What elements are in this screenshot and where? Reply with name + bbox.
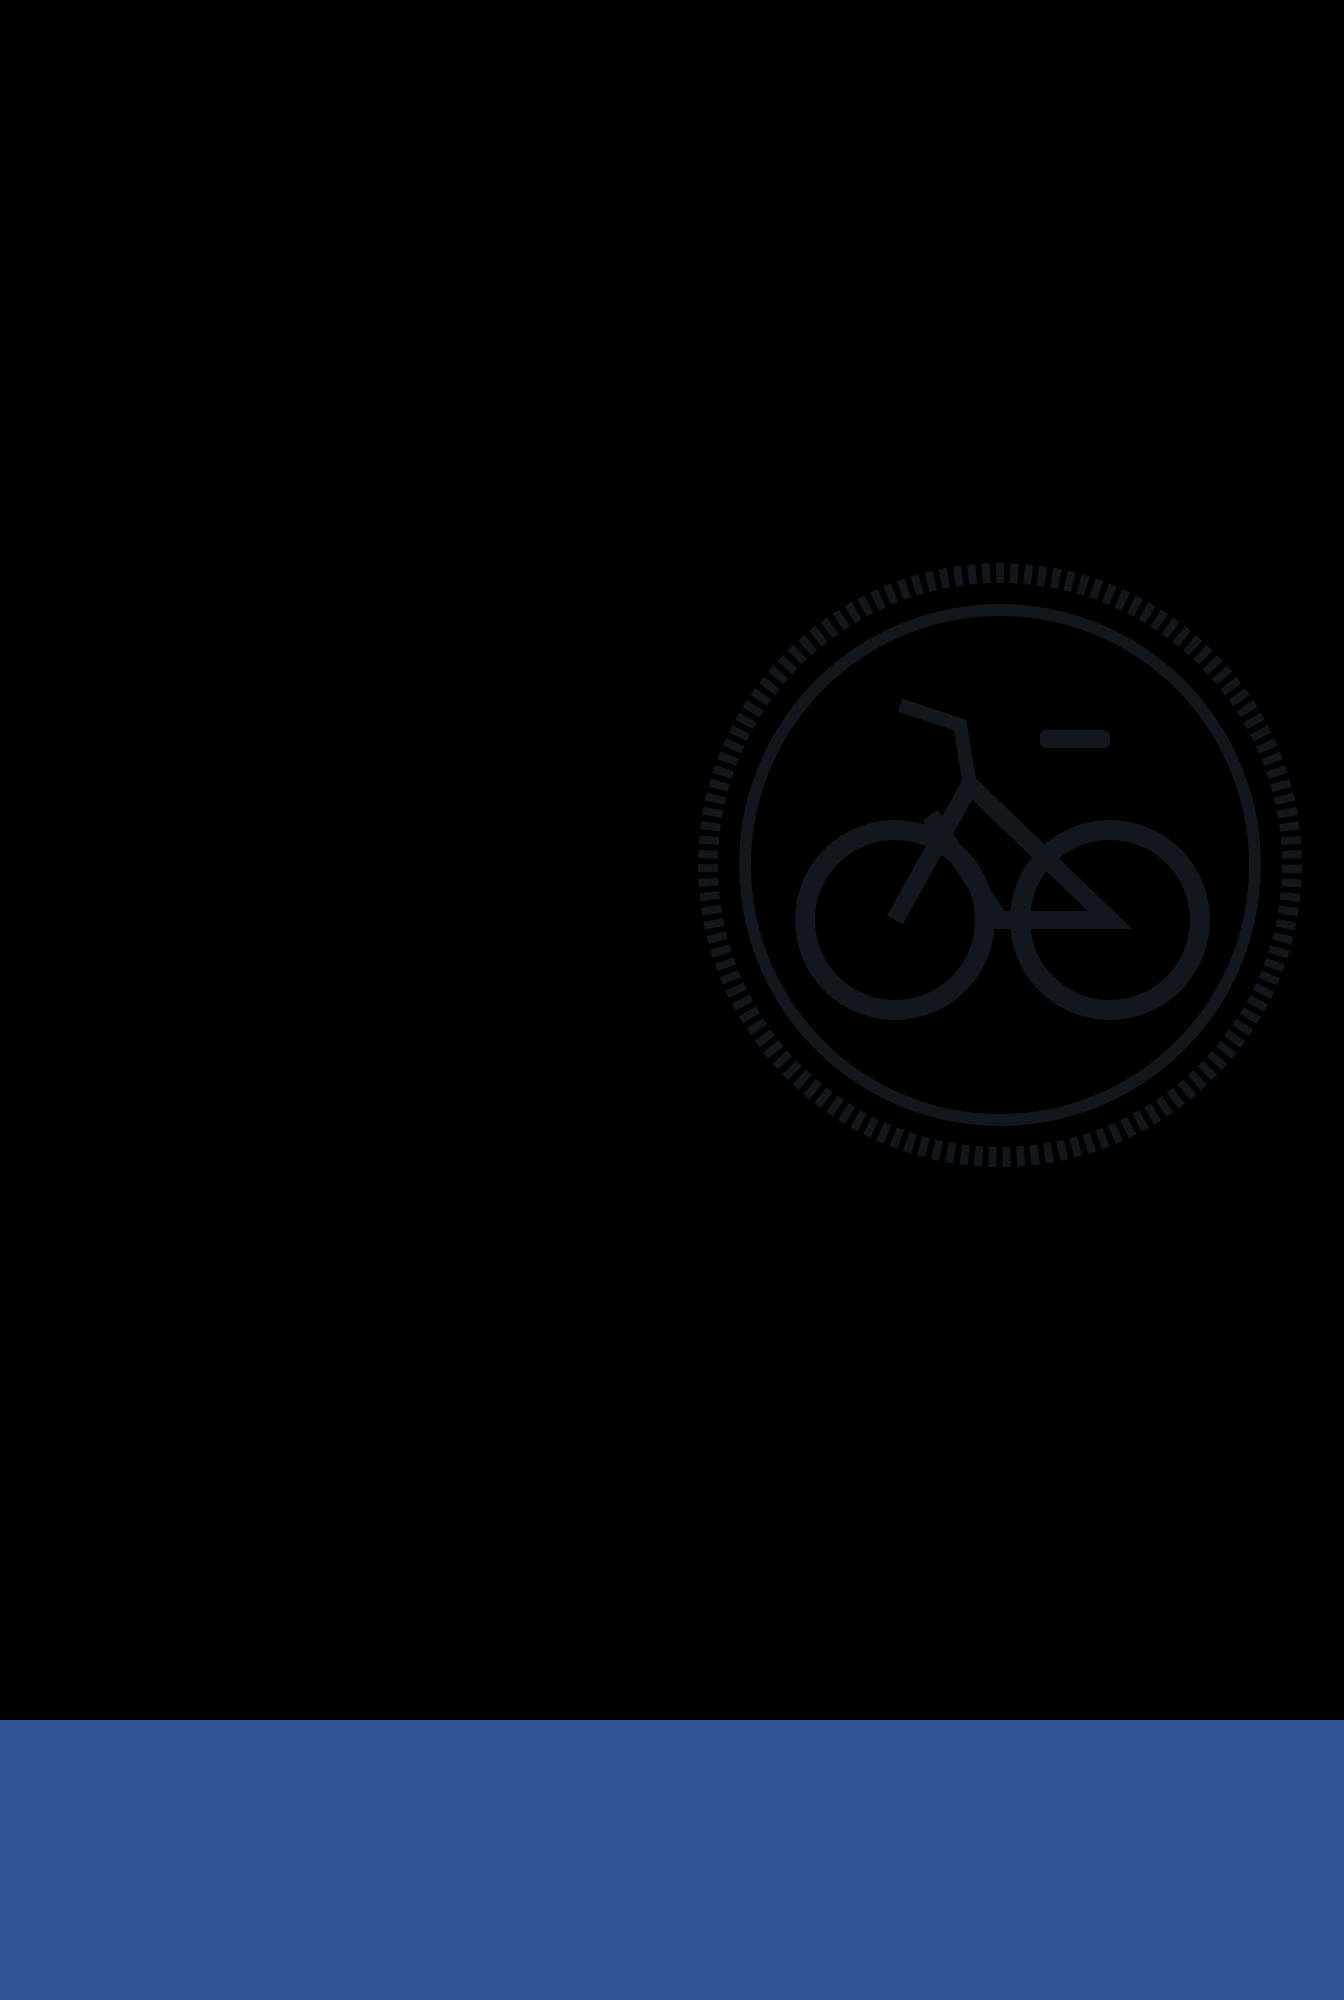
contact-footer — [0, 1720, 1344, 2000]
